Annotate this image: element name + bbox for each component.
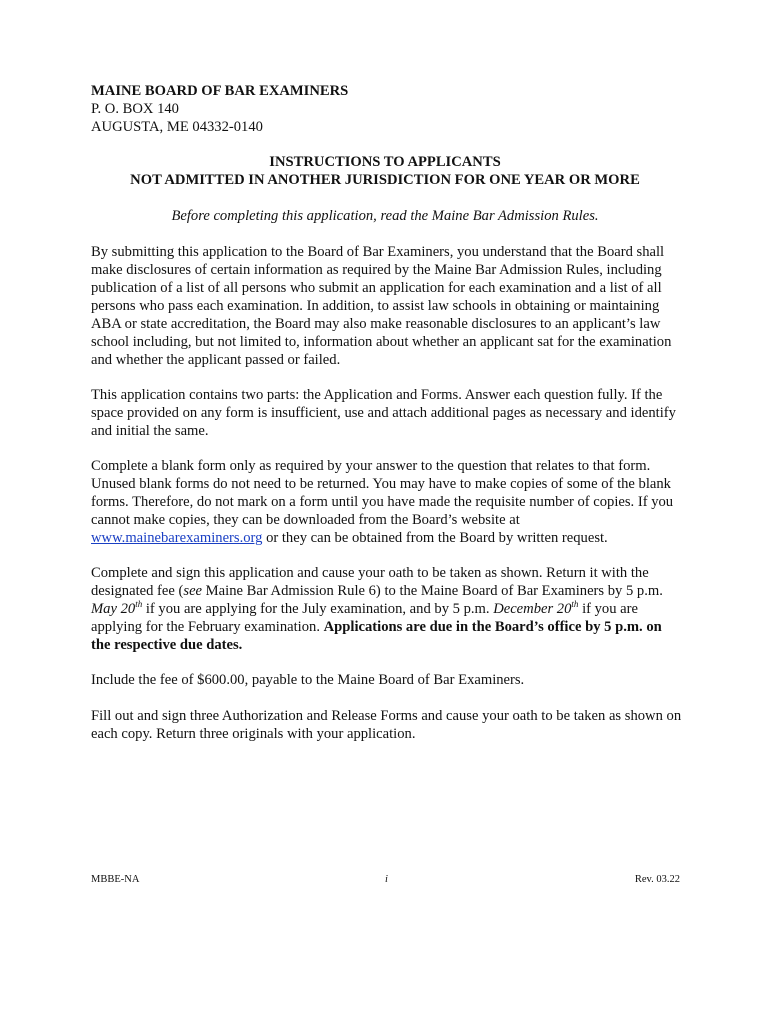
intro-note: Before completing this application, read the Maine Bar Admission Rules. [171,208,599,224]
paragraph-authorization: Fill out and sign three Authorization and Release Forms and cause your oath to be taken as shown on each copy. Return three originals with your application. [91,708,682,742]
page-number: i [385,874,388,885]
form-code: MBBE-NA [91,874,140,885]
paragraph-blank-forms [91,457,683,547]
december-ordinal: th [571,599,579,610]
p4-text-d: if you are applying for the February examination. [91,601,638,635]
paragraph-disclosures: By submitting this application to the Board of Bar Examiners, you understand that the Board shall make disclosures of certain information as required by the Maine Bar Admission Rules, including publication of a list of all persons who submit an application for each examination and a list of all persons who pass each examination. In addition, to assist law schools in obtaining or maintaining ABA or state accreditation, the Board may also make reasonable disclosures to an applicant’s law school including, but not limited to, information about whether an applicant sat for the examination and whether the applicant passed or failed. [91,244,672,368]
p4-see: see [183,583,203,599]
p4-text-c: if you are applying for the July examination, and by 5 p.m. [142,601,494,617]
may-deadline: May 20 [91,601,136,617]
document-title [80,153,690,189]
city-line: AUGUSTA, ME 04332-0140 [91,119,263,135]
december-deadline: December 20 [493,601,572,617]
letterhead [91,82,683,136]
paragraph-parts: This application contains two parts: the Application and Forms. Answer each question fully. If the space provided on any form is insufficient, use and attach additional pages as necessary and identify and initial the same. [91,387,676,439]
po-box: P. O. BOX 140 [91,101,179,117]
title-line-1: INSTRUCTIONS TO APPLICANTS [269,154,501,170]
title-line-2: NOT ADMITTED IN ANOTHER JURISDICTION FOR ONE YEAR OR MORE [130,172,640,188]
paragraph-fee: Include the fee of $600.00, payable to the Maine Board of Bar Examiners. [91,672,525,688]
p3-text-after: or they can be obtained from the Board by written request. [262,530,608,546]
p3-text-before: Complete a blank form only as required by your answer to the question that relates to that form. Unused blank forms do not need to be returned. You may have to make copies of some of the blank forms. Therefore, do not mark on a form until you have made the requisite number of copies. If you cannot make copies, they can be downloaded from the Board’s website at [91,458,674,528]
p4-text-b: Maine Bar Admission Rule 6) to the Maine Board of Bar Examiners by 5 p.m. [202,583,663,599]
p4-text-a: Complete and sign this application and cause your oath to be taken as shown. Return it with the designated fee ( [91,565,649,599]
website-link[interactable]: www.mainebarexaminers.org [91,530,263,546]
org-name: MAINE BOARD OF BAR EXAMINERS [91,83,349,99]
due-notice: Applications are due in the Board’s office by 5 p.m. on the respective due dates. [91,619,662,653]
paragraph-submission [91,564,683,654]
may-ordinal: th [135,599,143,610]
revision: Rev. 03.22 [634,874,680,885]
